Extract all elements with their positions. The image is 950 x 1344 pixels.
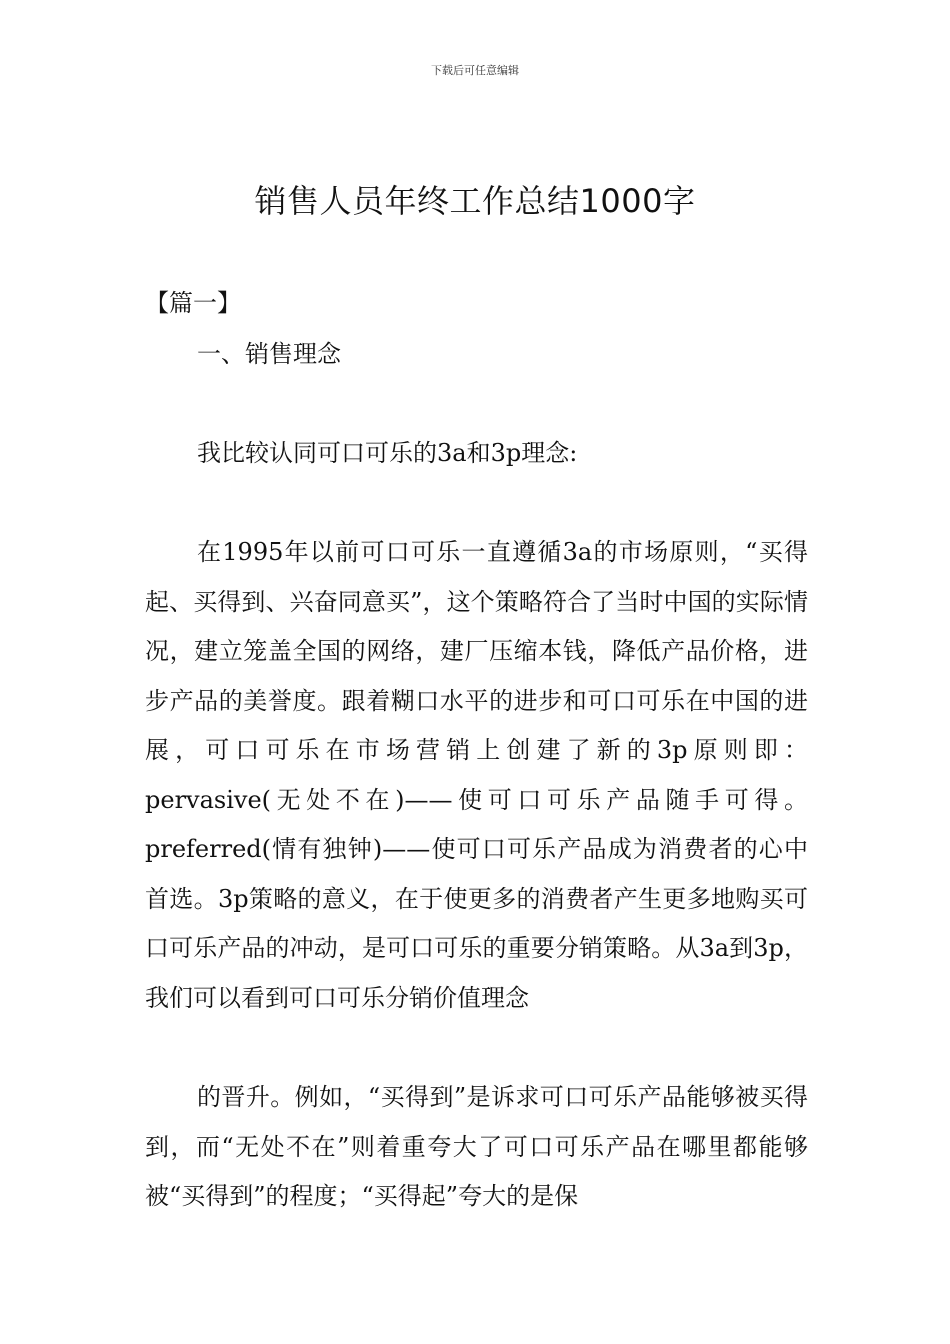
body-paragraph-1: 在1995年以前可口可乐一直遵循3a的市场原则，“买得起、买得到、兴奋同意买”，这个策略符合了当时中国的实际情况，建立笼盖全国的网络，建厂压缩本钱，降低产品价格，进步产品的美誉度。跟着糊口水平的进步和可口可乐在中国的进展，可口可乐在市场营销上创建了新的3p原则即：pervasive(无处不在)——使可口可乐产品随手可得。preferred(情有独钟)——使可口可乐产品成为消费者的心中首选。3p策略的意义，在于使更多的消费者产生更多地购买可口可乐产品的冲动，是可口可乐的重要分销策略。从3a到3p，我们可以看到可口可乐分销价值理念 (145, 538, 808, 1012)
document-title: 销售人员年终工作总结1000字 (254, 182, 696, 220)
body-paragraph-2: 的晋升。例如，“买得到”是诉求可口可乐产品能够被买得到，而“无处不在”则着重夸大了可口可乐产品在哪里都能够被“买得到”的程度；“买得起”夸大的是保 (145, 1083, 808, 1210)
section-heading: 一、销售理念 (197, 340, 341, 368)
section-label: 【篇一】 (145, 289, 241, 317)
header-note: 下载后可任意编辑 (431, 64, 519, 77)
intro-line: 我比较认同可口可乐的3a和3p理念: (197, 439, 578, 467)
